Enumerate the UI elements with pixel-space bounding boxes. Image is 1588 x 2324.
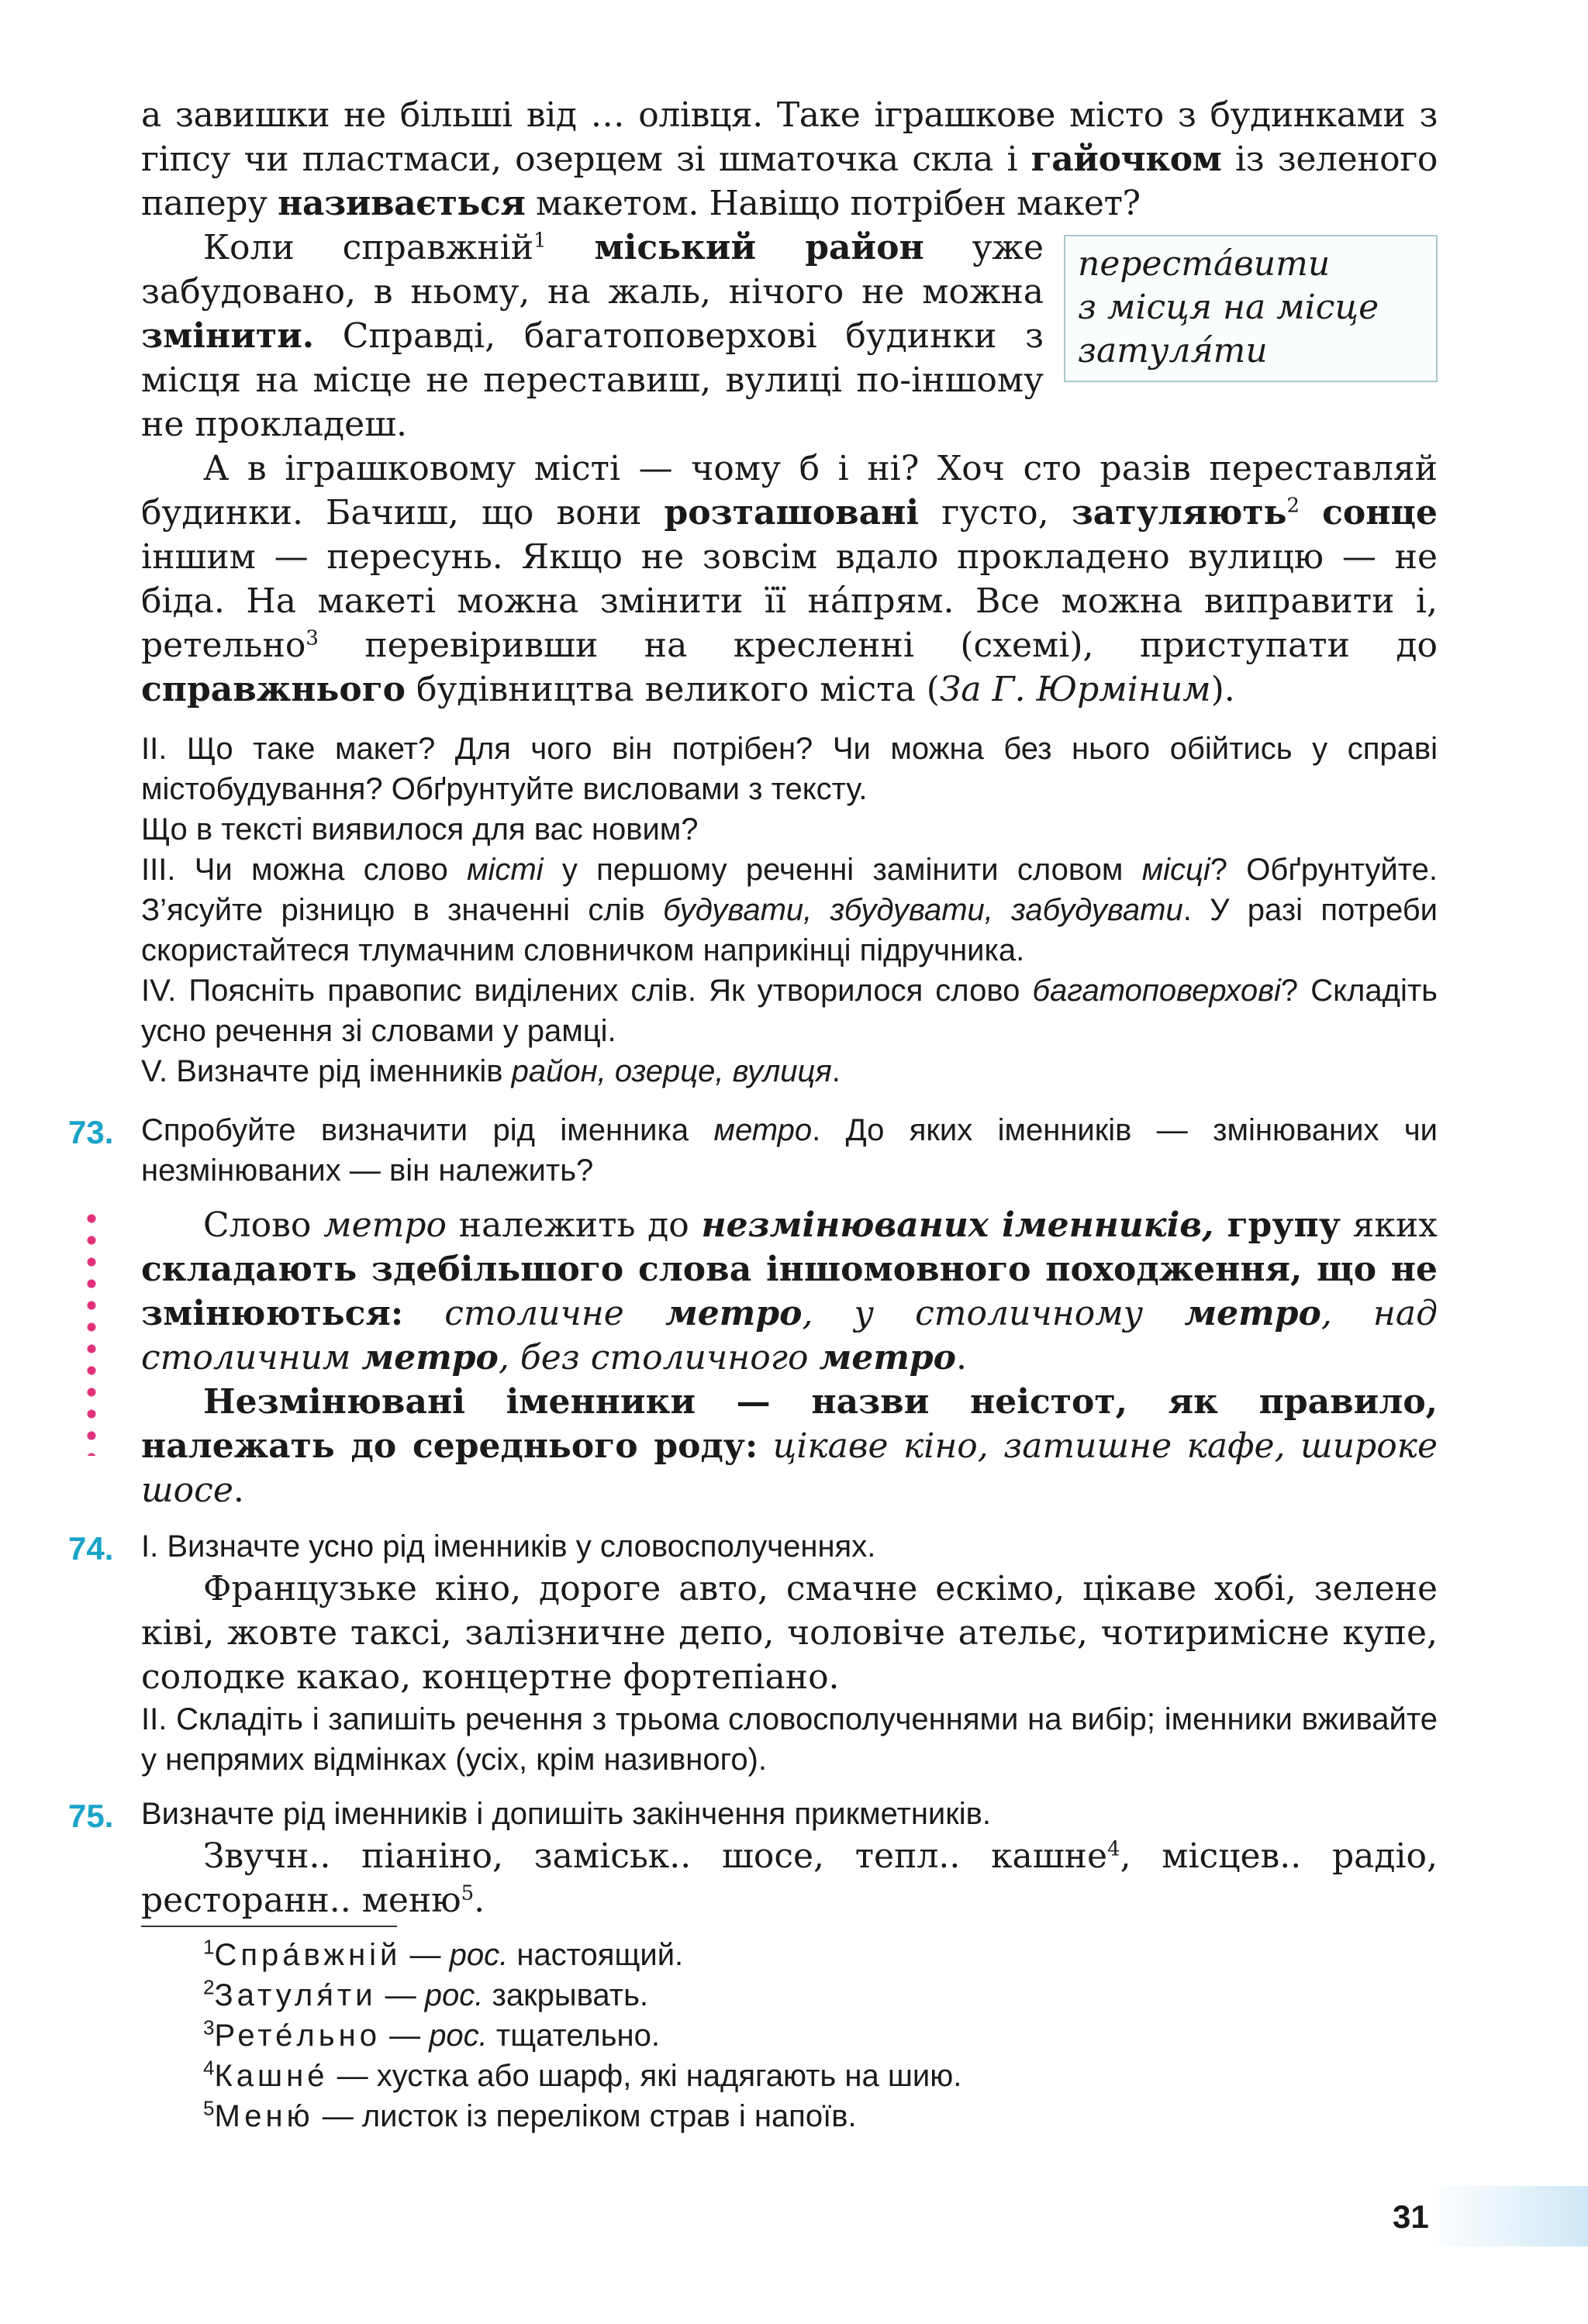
task-2: II. Що таке макет? Для чого він потрібен? Чи можна без нього обійтись у справі містобудування? Обґрунтуйте висловами з тексту. <box>141 732 1438 806</box>
exercise-74-phrases: Французьке кіно, дороге авто, смачне ескімо, цікаве хобі, зелене ківі, жовте таксі, залізничне депо, чоловіче ательє, чотиримісне купе, солодке какао, концертне фортепіано. <box>141 1569 1438 1697</box>
footnote-2: $^2$Затуля́ти — рос. закрывать. <box>203 1975 649 2012</box>
footnote-1: $^1$Спра́вжній — рос. настоящий. <box>203 1935 684 1972</box>
exercise-number: 74. <box>68 1530 114 1567</box>
exercise-75-phrases: Звучн.. піаніно, заміськ.. шосе, тепл.. кашне$^4$, місцев.. радіо, ресторанн.. меню$^5$. <box>141 1836 1438 1920</box>
rule-marker-dots <box>84 1208 99 1456</box>
vocabulary-word-3: затуля́ти <box>1078 331 1268 371</box>
rule-paragraph-2: Незмінювані іменники — назви неістот, як правило, належать до середнього роду: цікаве кіно, затишне кафе, широке шосе. <box>141 1382 1438 1510</box>
vocabulary-box <box>1064 235 1438 382</box>
footnote-4: $^4$Кашне́ — хустка або шарф, які надягають на шию. <box>203 2056 962 2093</box>
text-paragraph-1: а завишки не більші від … олівця. Таке іграшкове місто з будинками з гіпсу чи пластмаси, озерцем зі шматочка скла і гайочком із зеленого паперу називається макетом. Навіщо потрібен макет? <box>141 95 1438 223</box>
exercise-74-task-1: I. Визначте усно рід іменників у словосполученнях. <box>141 1529 876 1564</box>
footnote-5: $^5$Меню́ — листок із переліком страв і напоїв. <box>203 2096 857 2133</box>
page-content <box>68 93 1438 2136</box>
text-paragraph-2: Коли справжній$^1$ міський район уже забудовано, в ньому, на жаль, нічого не можна змінити. Справді, багатоповерхові будинки з місця на місце не переставиш, вулиці по-іншому не прокладеш. <box>141 228 1044 444</box>
text-paragraph-3: А в іграшковому місті — чому б і ні? Хоч сто разів переставляй будинки. Бачиш, що вони розташовані густо, затуляють$^2$ сонце іншим — пересунь. Якщо не зовсім вдало прокладено вулицю — не біда. На макеті можна змінити її на́прям. Все можна виправити і, ретельно$^3$ перевіривши на кресленні (схемі), приступати до справжнього будівництва великого міста (За Г. Юрміним). <box>141 449 1438 709</box>
exercise-number: 73. <box>68 1114 114 1150</box>
exercise-74-task-2: II. Складіть і запишіть речення з трьома словосполученнями на вибір; іменники вживайте у непрямих відмінках (усіх, крім називного). <box>141 1702 1438 1777</box>
exercise-75 <box>68 1794 1438 1922</box>
vocabulary-word-2: з місця на місце <box>1078 288 1379 327</box>
exercise-75-task: Визначте рід іменників і допишіть закінчення прикметників. <box>141 1797 991 1831</box>
exercise-74 <box>68 1526 1438 1780</box>
task-4: IV. Поясніть правопис виділених слів. Як утворилося слово багатоповерхові? Складіть усно речення зі словами у рамці. <box>141 974 1438 1048</box>
task-5: V. Визначте рід іменників район, озерце, вулиця. <box>141 1054 841 1088</box>
task-2-extra: Що в тексті виявилося для вас новим? <box>141 812 699 847</box>
page-number: 31 <box>1393 2198 1429 2235</box>
exercise-73-task: Спробуйте визначити рід іменника метро. До яких іменників — змінюваних чи незмінюваних — він належить? <box>141 1113 1438 1188</box>
exercise-73 <box>68 1110 1438 1191</box>
page-corner-decoration <box>1427 2186 1588 2246</box>
footnote-3: $^3$Рете́льно — рос. тщательно. <box>203 2015 660 2053</box>
vocabulary-word-1: переста́вити <box>1078 244 1331 284</box>
task-3: III. Чи можна слово місті у першому реченні замінити словом місці? Обґрунтуйте. З’ясуйте різницю в значенні слів будувати, збудувати, забудувати. У разі потреби скористайтеся тлумачним словничком наприкінці підручника. <box>141 853 1438 967</box>
rule-paragraph-1: Слово метро належить до незмінюваних іменників, групу яких складають здебільшого слова іншомовного походження, що не змінюються: столичне метро, у столичному метро, над столичним метро, без столичного метро. <box>141 1205 1438 1378</box>
exercise-number: 75. <box>68 1798 114 1834</box>
footnote-divider <box>141 1926 397 1927</box>
footnotes <box>141 1935 1438 2136</box>
grammar-rule <box>141 1203 1438 1512</box>
